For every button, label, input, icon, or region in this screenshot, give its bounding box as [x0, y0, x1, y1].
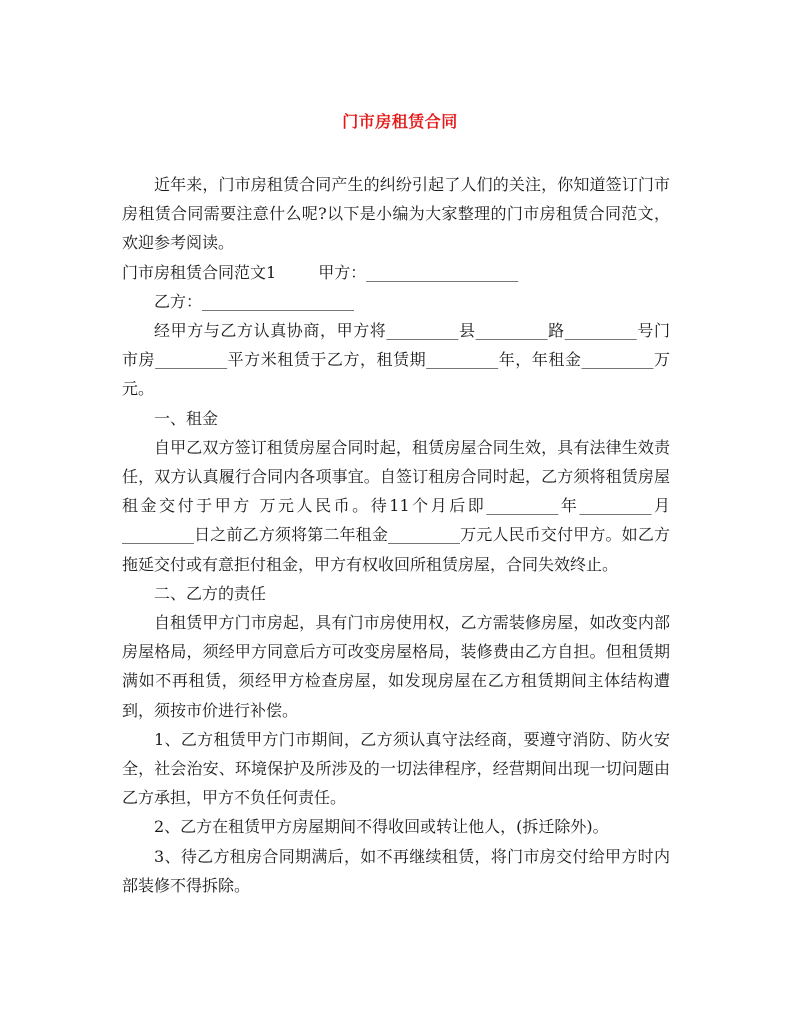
- document-title: 门市房租赁合同: [342, 112, 458, 131]
- clause-item-2: 2、乙方在租赁甲方房屋期间不得收回或转让他人，(拆迁除外)。: [154, 817, 609, 837]
- rent-paragraph: 自甲乙双方签订租赁房屋合同时起，租赁房屋合同生效，具有法律生效责任，双方认真履行合同内各项事宜。自签订租房合同时起，乙方须将租赁房屋租金交付于甲方 万元人民币。待11个月后即_________年_________月_________日之前乙方须将第二年租金_________万元人民币交付甲方。如乙方拖延交付或有意拒付租金，甲方有权收回所租赁房屋，合同失效终止。: [122, 437, 670, 574]
- clause-item-3: 3、待乙方租房合同期满后，如不再继续租赁，将门市房交付给甲方时内部装修不得拆除。: [122, 846, 670, 895]
- agreement-paragraph: 经甲方与乙方认真协商，甲方将_________县_________路_________号门市房_________平方米租赁于乙方，租赁期_________年，年租金_________万元。: [122, 321, 670, 399]
- party-a-line: 甲方：___________________: [318, 262, 519, 282]
- sample-label: 门市房租赁合同范文1: [122, 262, 277, 282]
- document-body: [122, 170, 670, 900]
- intro-paragraph: 近年来，门市房租赁合同产生的纠纷引起了人们的关注，你知道签订门市房租赁合同需要注意什么呢?以下是小编为大家整理的门市房租赁合同范文，欢迎参考阅读。: [122, 175, 670, 253]
- section-heading-rent: 一、租金: [154, 408, 219, 428]
- party-b-line: 乙方：___________________: [154, 291, 355, 311]
- sample-header-line: [122, 258, 670, 287]
- clause-item-1: 1、乙方租赁甲方门市期间，乙方须认真守法经商，要遵守消防、防火安全，社会治安、环境保护及所涉及的一切法律程序，经营期间出现一切问题由乙方承担，甲方不负任何责任。: [122, 729, 670, 808]
- section-heading-duty: 二、乙方的责任: [154, 583, 267, 603]
- duty-paragraph: 自租赁甲方门市房起，具有门市房使用权，乙方需装修房屋，如改变内部房屋格局，须经甲方同意后方可改变房屋格局，装修费由乙方自担。但租赁期满如不再租赁，须经甲方检查房屋，如发现房屋在乙方租赁期间主体结构遭到，须按市价进行补偿。: [122, 613, 670, 720]
